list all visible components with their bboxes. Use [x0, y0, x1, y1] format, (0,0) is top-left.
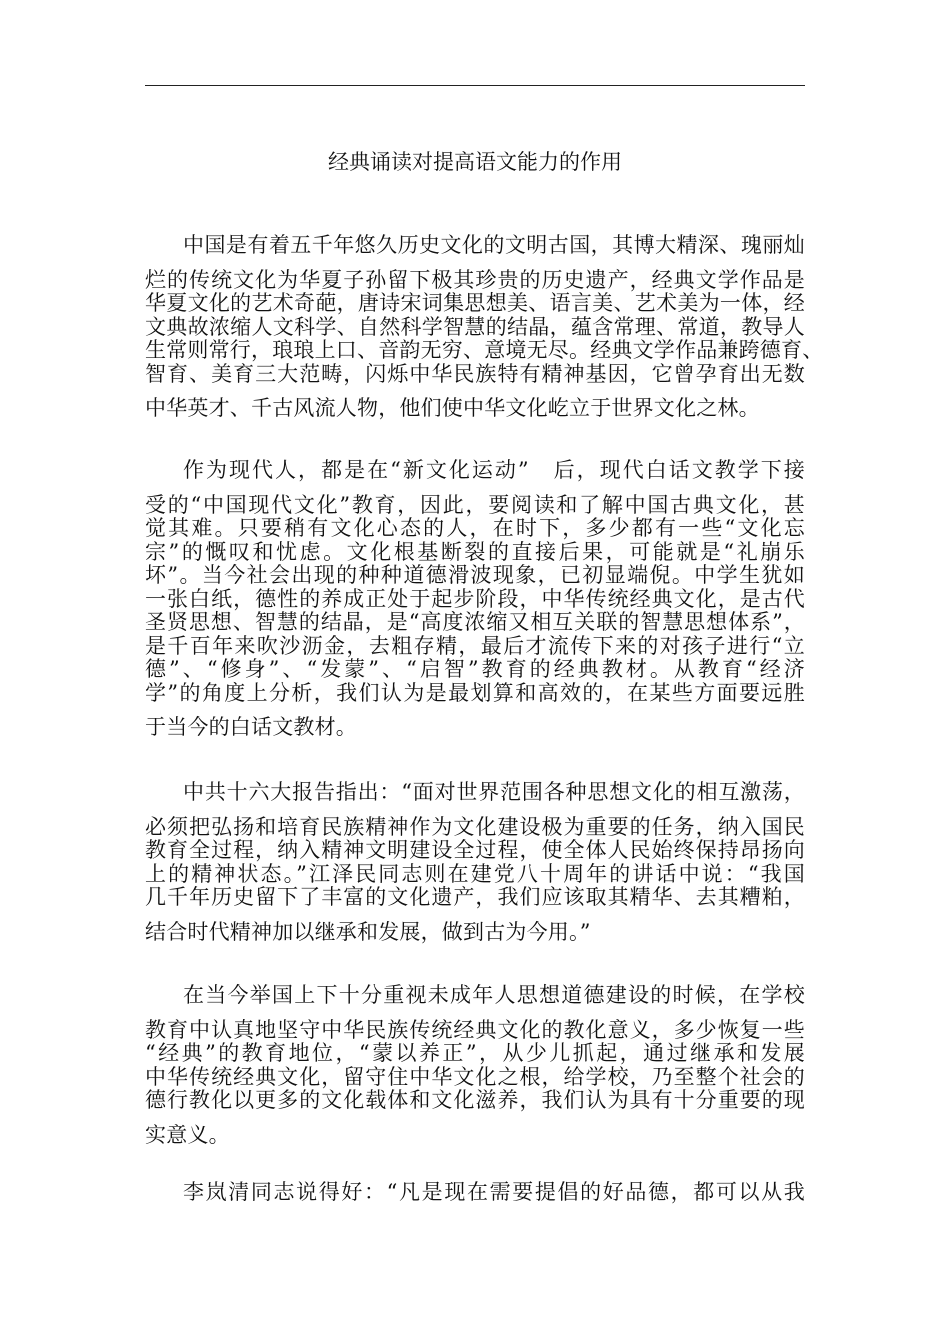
paragraph-line: 智育、美育三大范畴，闪烁中华民族特有精神基因，它曾孕育出无数	[145, 361, 805, 386]
paragraph-line: 圣贤思想、智慧的结晶，是“高度浓缩又相互关联的智慧思想体系”，	[145, 610, 805, 634]
paragraph-line: 是千百年来吹沙沥金，去粗存精，最后才流传下来的对孩子进行“立	[145, 633, 805, 658]
paragraph-line: 实意义。	[145, 1122, 230, 1147]
paragraph-line: 宗”的慨叹和忧虑。文化根基断裂的直接后果，可能就是“礼崩乐	[145, 539, 805, 564]
paragraph-4	[145, 984, 805, 1147]
paragraph-line: 德行教化以更多的文化载体和文化滋养，我们认为具有十分重要的现	[145, 1088, 805, 1112]
paragraph-line: 作为现代人，都是在“新文化运动” 后，现代白话文教学下接	[183, 458, 805, 482]
paragraph-line: 教育全过程，纳入精神文明建设全过程，使全体人民始终保持昂扬向	[145, 838, 805, 862]
document-title: 经典诵读对提高语文能力的作用	[328, 150, 622, 174]
paragraph-line: 觉其难。只要稍有文化心态的人，在时下，多少都有一些“文化忘	[145, 516, 805, 540]
paragraph-line: 几千年历史留下了丰富的文化遗产，我们应该取其精华、去其糟粕，	[145, 885, 805, 909]
paragraph-1	[145, 233, 824, 421]
paragraph-3	[145, 781, 805, 944]
paragraph-line: 一张白纸，德性的养成正处于起步阶段，中华传统经典文化，是古代	[145, 586, 805, 611]
header-rule	[145, 85, 805, 86]
paragraph-line: 德”、“修身”、“发蒙”、“启智”教育的经典教材。从教育“经济	[145, 657, 805, 681]
paragraph-2	[145, 459, 805, 740]
paragraph-line: 中华英才、千古风流人物，他们使中华文化屹立于世界文化之林。	[145, 396, 760, 420]
paragraph-line: 烂的传统文化为华夏子孙留下极其珍贵的历史遗产，经典文学作品是	[145, 267, 805, 292]
paragraph-line: 华夏文化的艺术奇葩，唐诗宋词集思想美、语言美、艺术美为一体，经	[145, 291, 805, 315]
paragraph-line: 在当今举国上下十分重视未成年人思想道德建设的时候，在学校	[183, 983, 805, 1007]
paragraph-5	[145, 1181, 805, 1216]
paragraph-line: 结合时代精神加以继承和发展，做到古为今用。”	[145, 919, 591, 944]
paragraph-line: 上的精神状态。”江泽民同志则在建党八十周年的讲话中说：“我国	[145, 861, 805, 886]
paragraph-line: 中共十六大报告指出：“面对世界范围各种思想文化的相互激荡，	[183, 780, 805, 804]
paragraph-line: 中国是有着五千年悠久历史文化的文明古国，其博大精深、瑰丽灿	[183, 233, 805, 257]
paragraph-line: 于当今的白话文教材。	[145, 715, 357, 739]
paragraph-line: 李岚清同志说得好：“凡是现在需要提倡的好品德，都可以从我	[183, 1180, 805, 1204]
paragraph-line: 文典故浓缩人文科学、自然科学智慧的结晶，蕴含常理、常道，教导人	[145, 314, 805, 339]
paragraph-line: 坏”。当今社会出现的种种道德滑波现象，已初显端倪。中学生犹如	[145, 563, 805, 587]
paragraph-line: “经典”的教育地位，“蒙以养正”，从少儿抓起，通过继承和发展	[145, 1041, 805, 1065]
paragraph-line: 教育中认真地坚守中华民族传统经典文化的教化意义，多少恢复一些	[145, 1017, 805, 1042]
paragraph-line: 必须把弘扬和培育民族精神作为文化建设极为重要的任务，纳入国民	[145, 814, 805, 839]
paragraph-line: 中华传统经典文化，留守住中华文化之根，给学校，乃至整个社会的	[145, 1064, 805, 1089]
paragraph-line: 生常则常行，琅琅上口、音韵无穷、意境无尽。经典文学作品兼跨德育、	[145, 338, 824, 362]
paragraph-line: 受的“中国现代文化”教育，因此，要阅读和了解中国古典文化，甚	[145, 492, 805, 517]
paragraph-line: 学”的角度上分析，我们认为是最划算和高效的，在某些方面要远胜	[145, 680, 805, 705]
